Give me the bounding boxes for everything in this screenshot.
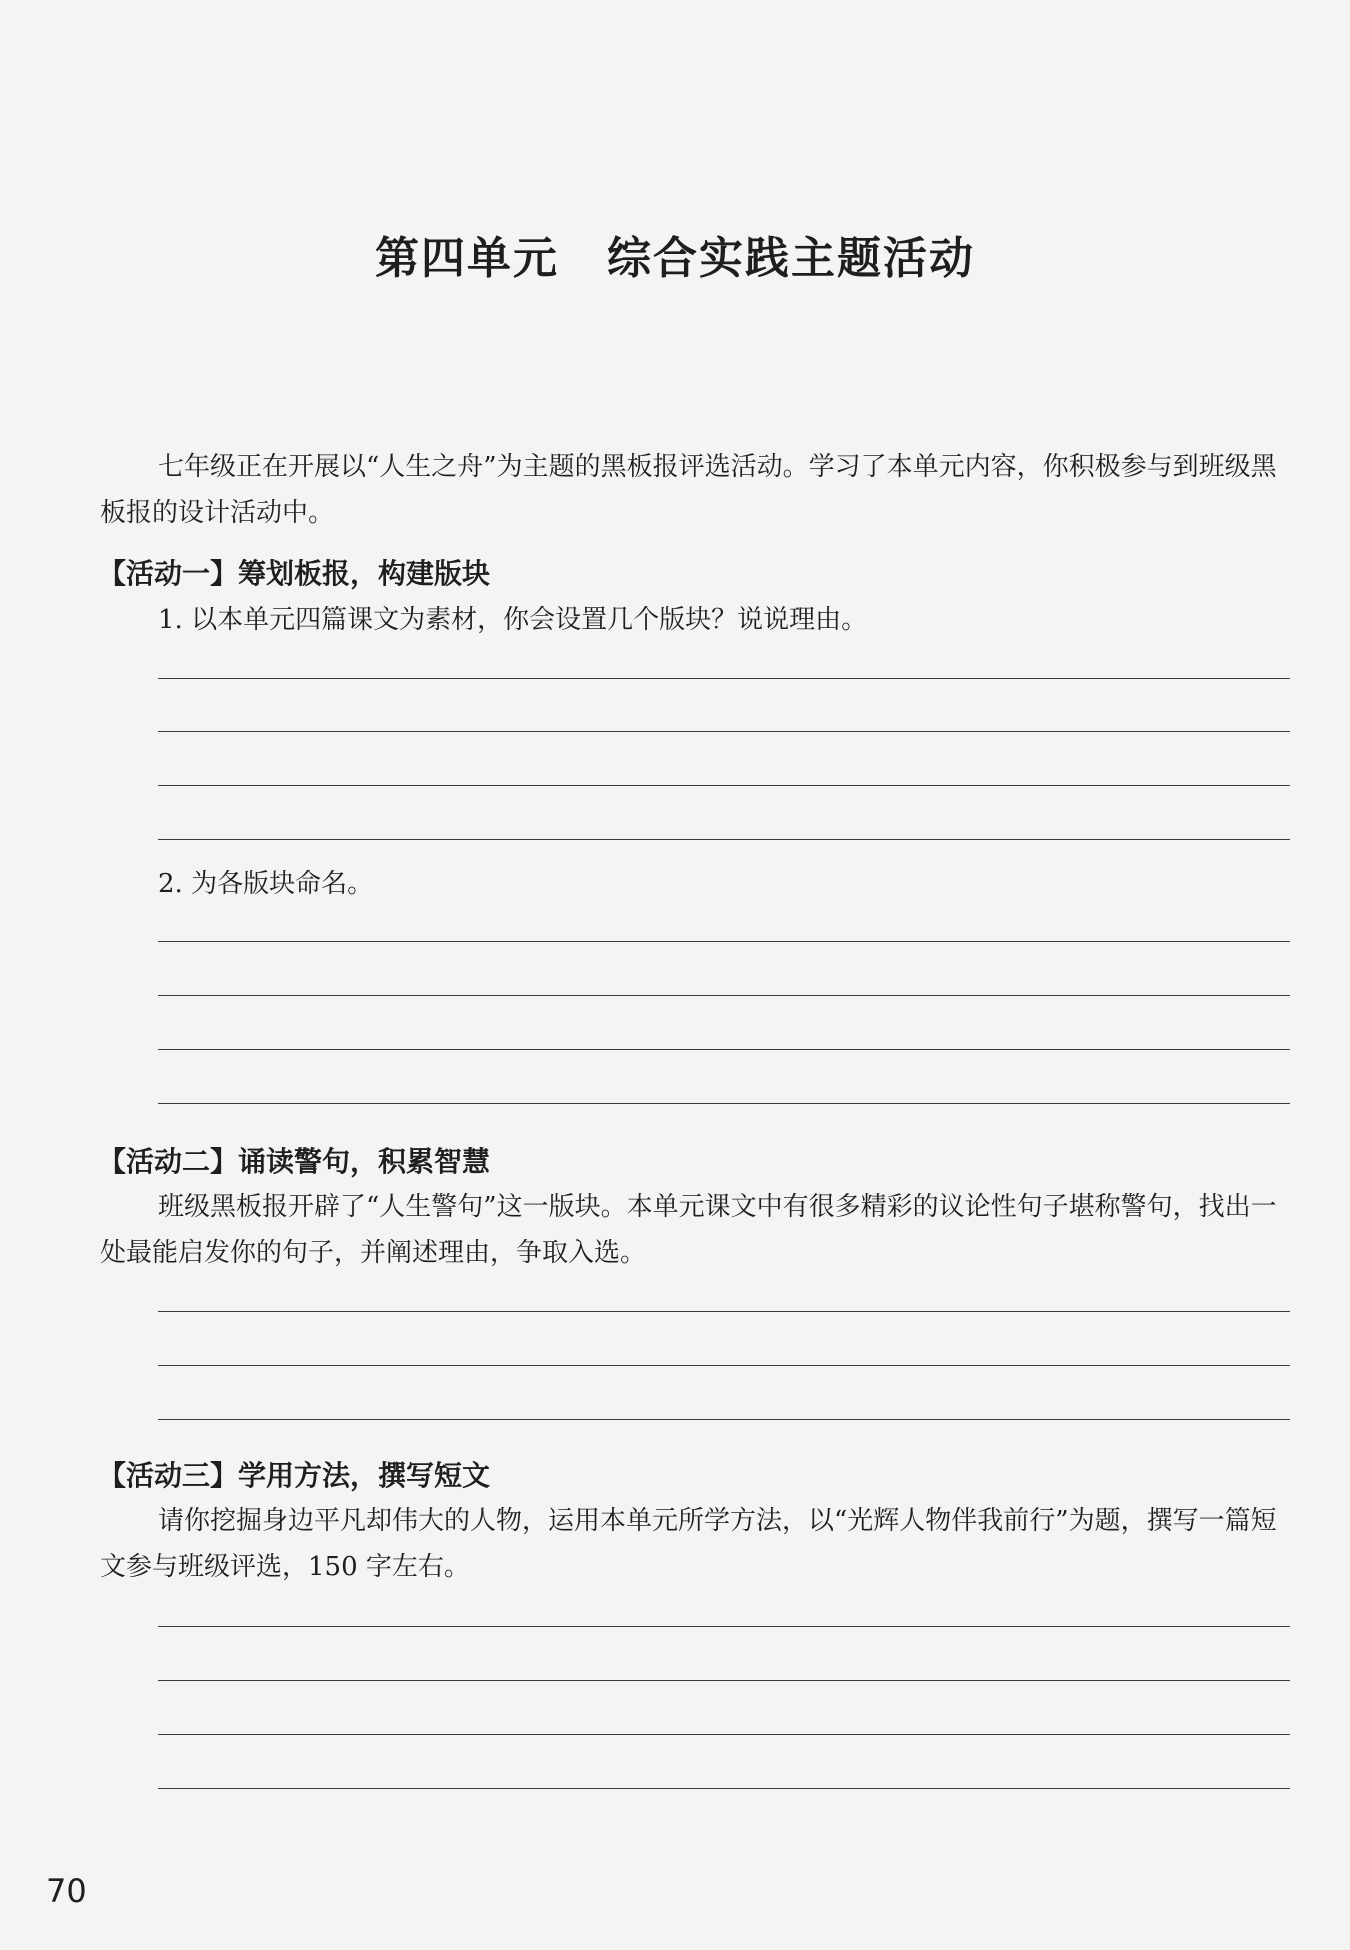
unit-subject: 综合实践主题活动 — [607, 233, 975, 284]
page-title — [0, 222, 1350, 286]
activity-3-heading: 【活动三】学用方法，撰写短文 — [98, 1459, 491, 1492]
answer-line[interactable] — [158, 839, 1290, 840]
answer-line[interactable] — [158, 995, 1290, 996]
answer-line[interactable] — [158, 1049, 1290, 1050]
activity-2-heading: 【活动二】诵读警句，积累智慧 — [98, 1145, 491, 1178]
activity-1-question-2: 2. 为各版块命名。 — [158, 869, 374, 899]
activity-2-text: 班级黑板报开辟了“人生警句”这一版块。本单元课文中有很多精彩的议论性句子堪称警句，找出一处最能启发你的句子，并阐述理由，争取入选。 — [100, 1192, 1277, 1268]
answer-line[interactable] — [158, 1419, 1290, 1420]
intro-paragraph: 七年级正在开展以“人生之舟”为主题的黑板报评选活动。学习了本单元内容，你积极参与到班级黑板报的设计活动中。 — [100, 452, 1277, 528]
answer-line[interactable] — [158, 1365, 1290, 1366]
activity-1-heading: 【活动一】筹划板报，构建版块 — [98, 557, 491, 590]
answer-line[interactable] — [158, 1311, 1290, 1312]
unit-label: 第四单元 — [375, 233, 559, 284]
answer-line[interactable] — [158, 785, 1290, 786]
answer-line[interactable] — [158, 1734, 1290, 1735]
answer-line[interactable] — [158, 1626, 1290, 1627]
answer-line[interactable] — [158, 1680, 1290, 1681]
answer-line[interactable] — [158, 1788, 1290, 1789]
answer-line[interactable] — [158, 941, 1290, 942]
answer-line[interactable] — [158, 731, 1290, 732]
answer-line[interactable] — [158, 1103, 1290, 1104]
page-number: 70 — [46, 1872, 87, 1910]
activity-3-text: 请你挖掘身边平凡却伟大的人物，运用本单元所学方法，以“光辉人物伴我前行”为题，撰写一篇短文参与班级评选，150 字左右。 — [100, 1506, 1277, 1582]
answer-line[interactable] — [158, 678, 1290, 679]
activity-1-question-1: 1. 以本单元四篇课文为素材，你会设置几个版块？说说理由。 — [158, 605, 868, 635]
